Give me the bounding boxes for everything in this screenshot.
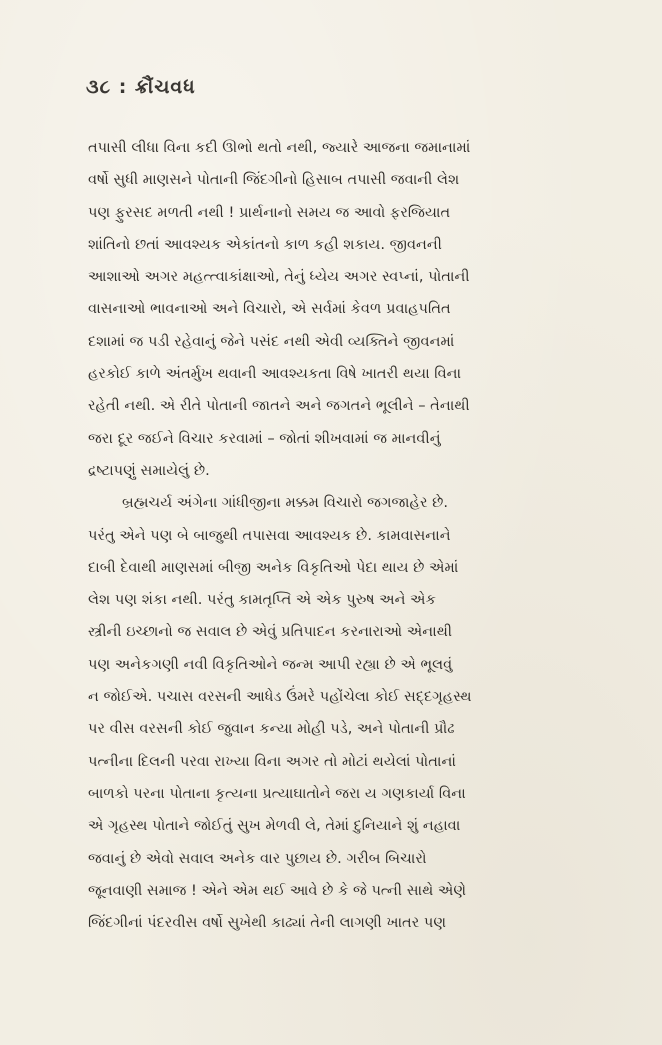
text-line: આશાઓ અગર મહત્ત્વાકાંક્ષાઓ, તેનું ધ્યેય અગર સ્વપ્નાં, પોતાની (88, 268, 470, 286)
text-line: દશામાં જ પડી રહેવાનું જેને પસંદ નથી એવી વ્યક્તિને જીવનમાં (88, 332, 455, 350)
text-line: દાબી દેવાથી માણસમાં બીજી અનેક વિકૃતિઓ પેદા થાય છે એમાં (88, 558, 459, 576)
text-line: જૂનવાણી સમાજ ! એને એમ થઈ આવે છે કે જે પત્ની સાથે એણે (88, 881, 467, 899)
text-line: ન જોઈએ. પચાસ વરસની આધેડ ઉંમરે પહોંચેલા કોઈ સદ્દગૃહસ્થ (88, 688, 472, 706)
text-line: પર વીસ વરસની કોઈ જુવાન કન્યા મોહી પડે, અને પોતાની પ્રૌઢ (88, 720, 455, 738)
text-line: લેશ પણ શંકા નથી. પરંતુ કામતૃપ્તિ એ એક પુરુષ અને એક (88, 591, 436, 609)
text-line: જિંદગીનાં પંદરવીસ વર્ષો સુખેથી કાઢ્યાં તેની લાગણી ખાતર પણ (88, 914, 447, 932)
text-line: હરકોઈ કાળે અંતર્મુખ થવાની આવશ્યકતા વિષે ખાતરી થયા વિના (88, 365, 462, 383)
running-head: ૩૮ : ક્રૌંચવધ (86, 76, 196, 98)
text-line: સ્ત્રીની ઇચ્છાનો જ સવાલ છે એવું પ્રતિપાદન કરનારાઓ એનાથી (88, 623, 453, 641)
text-line: પણ ફુરસદ મળતી નથી ! પ્રાર્થનાનો સમય જ આવો ફરજિયાત (88, 203, 451, 221)
body-text (88, 132, 618, 939)
text-line: બાળકો પરના પોતાના કૃત્યના પ્રત્યાઘાતોને જરા ય ગણકાર્યા વિના (88, 784, 466, 802)
text-line: જરા દૂર જઈને વિચાર કરવામાં – જોતાં શીખવામાં જ માનવીનું (88, 429, 441, 447)
text-line: પત્નીના દિલની પરવા રાખ્યા વિના અગર તો મોટાં થયેલાં પોતાનાં (88, 752, 456, 770)
text-line: રહેતી નથી. એ રીતે પોતાની જાતને અને જગતને ભૂલીને – તેનાથી (88, 397, 470, 415)
text-line: પરંતુ એને પણ બે બાજુથી તપાસવા આવશ્યક છે. કામવાસનાને (88, 526, 451, 544)
text-line: શાંતિનો છતાં આવશ્યક એકાંતનો કાળ કહી શકાય. જીવનની (88, 235, 442, 253)
text-line: પણ અનેકગણી નવી વિકૃતિઓને જન્મ આપી રહ્યા છે એ ભૂલવું (88, 655, 453, 673)
text-line: એ ગૃહસ્થ પોતાને જોઈતું સુખ મેળવી લે, તેમાં દુનિયાને શું નહાવા (88, 817, 461, 835)
text-line: દ્રષ્ટાપણું સમાયેલું છે. (88, 461, 210, 479)
text-line: જવાનું છે એવો સવાલ અનેક વાર પુછાય છે. ગરીબ બિચારો (88, 849, 427, 867)
text-line: વર્ષો સુધી માણસને પોતાની જિંદગીનો હિસાબ તપાસી જવાની લેશ (88, 171, 460, 189)
text-line: વાસનાઓ ભાવનાઓ અને વિચારો, એ સર્વમાં કેવળ પ્રવાહપતિત (88, 300, 451, 318)
text-line: તપાસી લીધા વિના કદી ઊભો થતો નથી, જ્યારે આજના જમાનામાં (88, 139, 471, 156)
paragraph-start-line: બ્રહ્મચર્ય અંગેના ગાંધીજીના મક્કમ વિચારો જગજાહેર છે. (122, 494, 449, 512)
